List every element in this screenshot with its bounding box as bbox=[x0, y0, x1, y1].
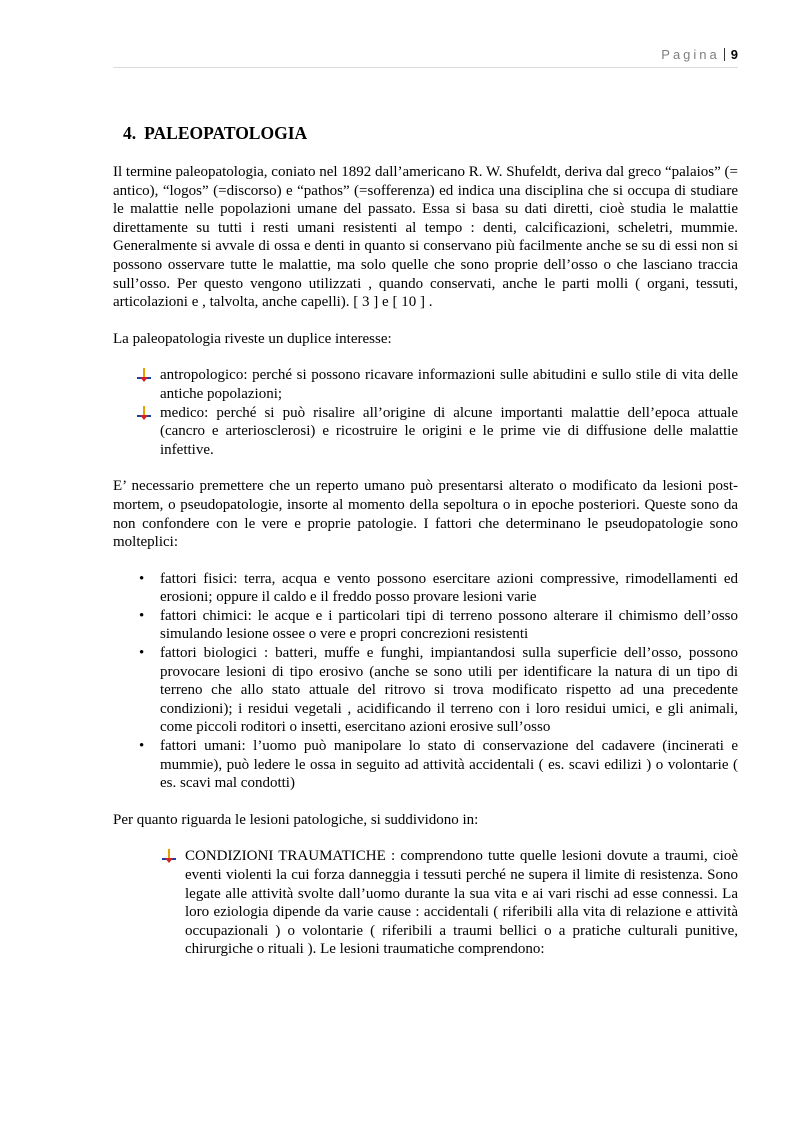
page-indicator bbox=[661, 47, 738, 62]
list-item bbox=[113, 366, 738, 403]
arrow-bullet-icon bbox=[137, 406, 151, 420]
lesions-paragraph: Per quanto riguarda le lesioni patologiche, si suddividono in: bbox=[113, 811, 479, 828]
interest-list bbox=[113, 366, 738, 459]
list-item bbox=[113, 570, 738, 607]
pseudopathology-paragraph: E’ necessario premettere che un reperto umano può presentarsi alterato o modificato da lesioni post-mortem, o pseudopatologie, insorte al momento della sepoltura o in epoche posteriori. Queste sono da non confondere con le vere e proprie patologie. I fattori che determinano le pseudopatologie sono molteplici: bbox=[113, 478, 738, 551]
factor-item-text: fattori biologici : batteri, muffe e funghi, impiantandosi sulla superficie dell’osso, possono provocare lesioni di tipo erosivo (anche se sono utili per identificare la natura di un tipo di terreno che allo stato attuale del ritrovo si trova modificato rispetto ad una precedente condizioni); i residui vegetali , acidificando il terreno con i loro residui umici, e gli animali, come piccoli roditori o insetti, esercitano azioni erosive sull’osso bbox=[160, 645, 738, 736]
arrow-bullet-icon bbox=[162, 849, 176, 863]
section-number: 4. bbox=[123, 123, 137, 143]
interest-paragraph: La paleopatologia riveste un duplice interesse: bbox=[113, 330, 392, 347]
bullet-dot: • bbox=[139, 738, 145, 755]
section-title: PALEOPATOLOGIA bbox=[144, 123, 308, 143]
bullet-dot: • bbox=[139, 607, 145, 624]
factor-item-text: fattori chimici: le acque e i particolari tipi di terreno possono alterare il chimismo dell’osso simulando lesione ossee o vere e propri concrezioni resistenti bbox=[160, 607, 738, 643]
factors-list bbox=[113, 570, 738, 793]
factor-item-text: fattori umani: l’uomo può manipolare lo stato di conservazione del cadavere (incinerati e mummie), può ledere le ossa in seguito ad attività accidentali ( es. scavi edilizi ) o volontarie ( es. scavi mal condotti) bbox=[160, 738, 738, 792]
list-item bbox=[113, 607, 738, 644]
page-label: Pagina bbox=[661, 47, 720, 62]
lesion-item-text: CONDIZIONI TRAUMATICHE : comprendono tutte quelle lesioni dovute a traumi, cioè eventi violenti la cui forza danneggia i tessuti perché ne supera il limite di resistenza. Sono legate alle attività svolte dall’uomo durante la sua vita e ai vari rischi ad esse connessi. La loro eziologia dipende da varie cause : accidentali ( riferibili alla vita di relazione e attività occupazionali ) o volontarie ( riferibili a traumi bellici o a pratiche culturali punitive, chirurgiche o rituali ). Le lesioni traumatiche comprendono: bbox=[185, 848, 738, 958]
list-item bbox=[113, 644, 738, 737]
page-number: 9 bbox=[730, 47, 738, 62]
interest-item-text: medico: perché si può risalire all’origine di alcune importanti malattie dell’epoca attuale (cancro e arteriosclerosi) e ricostruire le origini e le prime vie di diffusione delle malattie infettive. bbox=[160, 404, 738, 458]
page-separator bbox=[724, 48, 725, 61]
factor-item-text: fattori fisici: terra, acqua e vento possono esercitare azioni compressive, rimodellamenti ed erosioni; oppure il caldo e il freddo posso provare lesioni varie bbox=[160, 570, 738, 606]
bullet-dot: • bbox=[139, 570, 145, 587]
list-item bbox=[113, 737, 738, 793]
bullet-dot: • bbox=[139, 645, 145, 662]
lesions-list bbox=[113, 847, 738, 959]
section-heading bbox=[123, 122, 738, 144]
list-item bbox=[113, 404, 738, 460]
arrow-bullet-icon bbox=[137, 368, 151, 382]
list-item bbox=[113, 847, 738, 959]
intro-paragraph: Il termine paleopatologia, coniato nel 1892 dall’americano R. W. Shufeldt, deriva dal greco “palaios” (= antico), “logos” (=discorso) e “pathos” (=sofferenza) ed indica una disciplina che si occupa di studiare le malattie nelle popolazioni umane del passato. Essa si basa su dati diretti, cioè studia le malattie direttamente su tutti i resti umani resistenti al tempo : denti, calcificazioni, scheletri, mummie. Generalmente si avvale di ossa e denti in quanto si conservano più facilmente anche se su di essi non si possono osservare tutte le malattie, ma solo quelle che sono proprie dell’osso o che lasciano traccia sull’osso. Per questo vengono utilizzati , quando conservati, anche le parti molli ( organi, tessuti, articolazioni e , talvolta, anche capelli). [ 3 ] e [ 10 ] . bbox=[113, 164, 738, 311]
interest-item-text: antropologico: perché si possono ricavare informazioni sulle abitudini e sullo stile di vita delle antiche popolazioni; bbox=[160, 367, 738, 402]
document-body bbox=[113, 122, 738, 959]
page-header bbox=[113, 47, 738, 68]
